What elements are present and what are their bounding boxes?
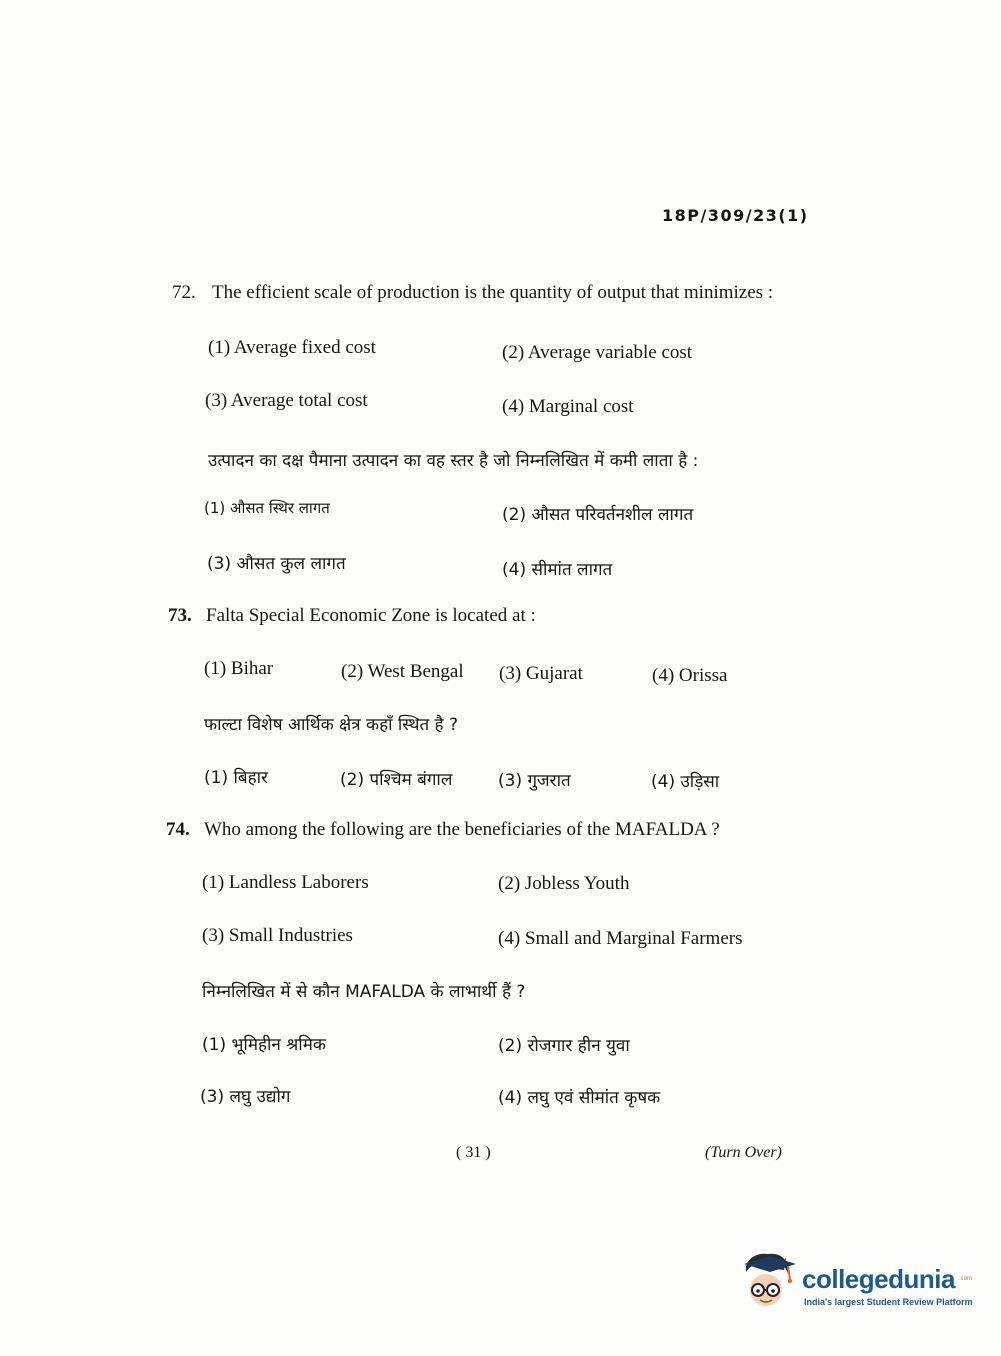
paper-code: 18P/309/23(1) [662,206,809,225]
option-2-hindi: (2) रोजगार हीन युवा [498,1036,630,1056]
page-number: ( 31 ) [456,1144,491,1161]
option-1: (1) Average fixed cost [208,337,376,358]
question-text: Who among the following are the beneficiaries of the MAFALDA ? [204,819,720,840]
option-1: (1) Landless Laborers [202,872,369,893]
brand-name: collegedunia [802,1264,955,1294]
option-3-hindi: (3) लघु उद्योग [200,1087,291,1107]
question-text-hindi: निम्नलिखित में से कौन MAFALDA के लाभार्थी हैं ? [202,982,526,1002]
brand-domain-suffix: .com [959,1276,973,1282]
option-3-hindi: (3) गुजरात [498,771,571,791]
option-3: (3) Average total cost [205,390,368,411]
question-text: Falta Special Economic Zone is located at : [206,605,536,626]
option-4-hindi: (4) उड़िसा [651,772,720,792]
option-1-hindi: (1) बिहार [204,768,268,788]
option-4: (4) Orissa [652,665,728,686]
option-3-hindi: (3) औसत कुल लागत [207,554,346,574]
option-4-hindi: (4) लघु एवं सीमांत कृषक [498,1088,661,1108]
question-number: 74. [166,819,190,840]
brand-tagline: India's largest Student Review Platform [804,1297,973,1307]
option-1: (1) Bihar [204,658,274,679]
option-3: (3) Small Industries [202,925,353,946]
question-number: 73. [168,605,192,626]
question-number: 72. [172,282,196,303]
option-2: (2) Jobless Youth [498,873,630,894]
question-text-hindi: उत्पादन का दक्ष पैमाना उत्पादन का वह स्तर है जो निम्नलिखित में कमी लाता है : [208,451,699,471]
option-2-hindi: (2) औसत परिवर्तनशील लागत [502,505,694,525]
question-text: The efficient scale of production is the quantity of output that minimizes : [212,282,774,303]
option-4: (4) Marginal cost [502,396,634,417]
option-2: (2) Average variable cost [502,342,693,363]
option-4: (4) Small and Marginal Farmers [498,928,743,949]
option-4-hindi: (4) सीमांत लागत [502,560,613,580]
mascot-icon [740,1250,796,1310]
collegedunia-watermark [740,1250,973,1314]
option-1-hindi: (1) भूमिहीन श्रमिक [202,1035,326,1055]
option-1-hindi: (1) औसत स्थिर लागत [204,499,330,517]
question-text-hindi: फाल्टा विशेष आर्थिक क्षेत्र कहाँ स्थित है ? [204,715,458,735]
turn-over-label: (Turn Over) [705,1144,782,1161]
option-2-hindi: (2) पश्चिम बंगाल [340,770,453,790]
option-3: (3) Gujarat [499,663,583,684]
option-2: (2) West Bengal [341,661,464,682]
